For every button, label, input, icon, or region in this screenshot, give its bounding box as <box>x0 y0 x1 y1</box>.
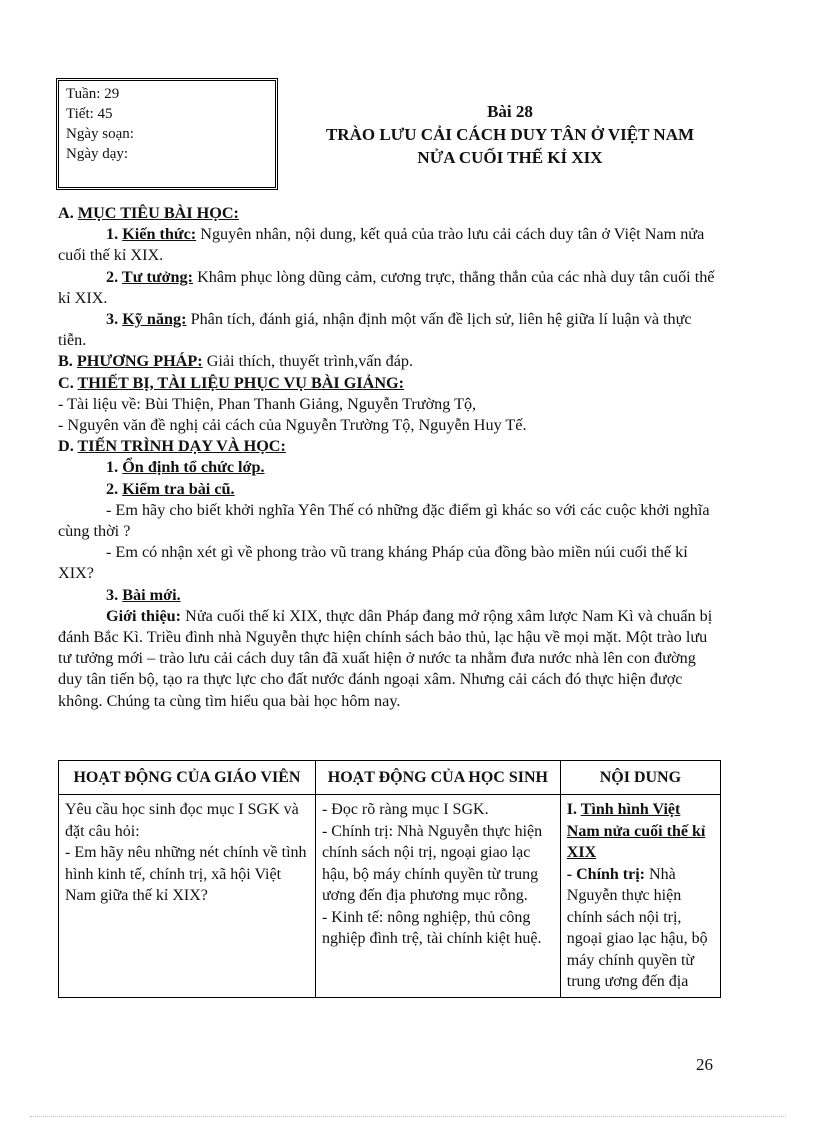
step-2-num: 2. <box>106 479 123 498</box>
content-heading-text: Tình hình Việt Nam nửa cuối thế kỉ XIX <box>566 801 706 861</box>
section-a-heading <box>58 203 720 224</box>
prep-date-label: Ngày soạn: <box>66 126 134 142</box>
review-question-2: - Em có nhận xét gì về phong trào vũ trang kháng Pháp của đồng bào miền núi cuối thế kỉ XIX? <box>58 543 688 583</box>
section-b-prefix: B. <box>58 352 77 371</box>
objective-thought <box>58 267 720 309</box>
objective-thought-num: 2. <box>106 267 122 286</box>
step-2-label: Kiểm tra bài cũ. <box>122 479 235 498</box>
lesson-title-block <box>290 100 730 169</box>
step-1-label: Ổn định tổ chức lớp. <box>122 458 265 477</box>
objective-knowledge-label: Kiến thức: <box>122 225 197 244</box>
week-label: Tuần: 29 <box>66 86 120 102</box>
introduction <box>58 606 720 712</box>
step-new-lesson <box>58 585 720 606</box>
section-c-item-2: - Nguyên văn đề nghị cải cách của Nguyễn Trường Tộ, Nguyễn Huy Tế. <box>58 416 527 435</box>
content-heading <box>567 799 714 864</box>
review-question-1: - Em hãy cho biết khởi nghĩa Yên Thế có những đặc điểm gì khác so với các cuộc khởi nghĩa cùng thời ? <box>58 500 710 541</box>
objective-skills-num: 3. <box>106 310 123 329</box>
table-row <box>59 795 721 998</box>
section-d-prefix: D. <box>58 437 78 456</box>
content-politics-text: Nhà Nguyễn thực hiện chính sách nội trị, ngoại giao lạc hậu, bộ máy chính quyền từ trung ương đến địa <box>566 865 708 990</box>
introduction-label: Giới thiệu: <box>106 606 182 625</box>
lesson-info-box <box>56 78 278 190</box>
section-c-item-1: - Tài liệu về: Bùi Thiện, Phan Thanh Giảng, Nguyễn Trường Tộ, <box>58 394 477 413</box>
objective-knowledge <box>58 224 720 266</box>
page-bottom-divider <box>30 1116 786 1117</box>
teach-date-label: Ngày dạy: <box>66 146 129 162</box>
header-content: NỘI DUNG <box>560 761 720 795</box>
section-a-prefix: A. <box>58 204 78 222</box>
title-line-2: NỬA CUỐI THẾ KỈ XIX <box>417 148 603 167</box>
section-d-title: TIẾN TRÌNH DẠY VÀ HỌC: <box>77 437 286 456</box>
document-body <box>58 203 720 712</box>
student-read: - Đọc rõ ràng mục I SGK. <box>321 801 489 818</box>
introduction-text: Nửa cuối thế kỉ XIX, thực dân Pháp đang mở rộng xâm lược Nam Kì và chuẩn bị đánh Bắc Kì. Triều đình nhà Nguyễn thực hiện chính sách bảo thủ, lạc hậu về mọi mặt. Một trào lưu tư tưởng mới – trào lưu cải cách duy tân đã xuất hiện ở nước ta nhằm đưa nước nhà lên con đường duy tân tiến bộ, tạo ra thực lực cho đất nước đánh ngoại xâm. Nhưng cải cách đó thực hiện được không. Chúng ta cùng tìm hiểu qua bài học hôm nay. <box>58 606 713 710</box>
teacher-activity-cell <box>59 795 316 998</box>
objective-knowledge-text: Nguyên nhân, nội dung, kết quả của trào lưu cải cách duy tân ở Việt Nam nửa cuối thế kỉ XIX. <box>58 225 705 265</box>
section-b <box>58 351 720 372</box>
section-d-heading <box>58 436 720 457</box>
section-c-title: THIẾT BỊ, TÀI LIỆU PHỤC VỤ BÀI GIẢNG: <box>77 373 405 392</box>
student-activity-cell <box>315 795 560 998</box>
header-teacher: HOẠT ĐỘNG CỦA GIÁO VIÊN <box>59 761 316 795</box>
content-politics-label: - Chính trị: <box>566 865 646 883</box>
period-label: Tiết: 45 <box>66 106 113 122</box>
lesson-number: Bài 28 <box>487 102 533 121</box>
section-a-title: MỤC TIÊU BÀI HỌC: <box>77 204 239 222</box>
teacher-question: - Em hãy nêu những nét chính về tình hình kinh tế, chính trị, xã hội Việt Nam giữa thế kỉ XIX? <box>65 844 307 904</box>
step-1-num: 1. <box>106 458 123 477</box>
objective-thought-label: Tư tưởng: <box>121 267 194 286</box>
content-cell <box>560 795 720 998</box>
page-number: 26 <box>696 1055 713 1074</box>
objective-knowledge-num: 1. <box>106 225 123 244</box>
section-b-text: Giải thích, thuyết trình,vấn đáp. <box>202 352 414 371</box>
content-heading-num: I. <box>566 801 581 818</box>
title-line-1: TRÀO LƯU CẢI CÁCH DUY TÂN Ở VIỆT NAM <box>325 125 695 144</box>
step-3-num: 3. <box>106 585 123 604</box>
teacher-instruction: Yêu cầu học sinh đọc mục I SGK và đặt câu hỏi: <box>65 801 299 840</box>
student-economy: - Kinh tế: nông nghiệp, thủ công nghiệp đình trệ, tài chính kiệt huệ. <box>321 908 542 947</box>
step-3-label: Bài mới. <box>122 585 181 604</box>
section-c-prefix: C. <box>58 373 78 392</box>
student-politics: - Chính trị: Nhà Nguyễn thực hiện chính sách nội trị, ngoại giao lạc hậu, bộ máy chính quyền từ trung ương đến địa phương mục rỗng. <box>321 822 543 904</box>
step-class-order <box>58 457 720 478</box>
activity-table <box>58 760 721 998</box>
section-b-title: PHƯƠNG PHÁP: <box>76 352 203 371</box>
table-header-row <box>59 761 721 795</box>
objective-skills-text: Phân tích, đánh giá, nhận định một vấn đề lịch sử, liên hệ giữa lí luận và thực tiễn. <box>58 310 692 350</box>
content-politics <box>567 864 714 993</box>
objective-thought-text: Khâm phục lòng dũng cảm, cương trực, thẳng thắn của các nhà duy tân cuối thế kỉ XIX. <box>58 267 715 307</box>
header-student: HOẠT ĐỘNG CỦA HỌC SINH <box>315 761 560 795</box>
objective-skills <box>58 309 720 351</box>
objective-skills-label: Kỹ năng: <box>122 310 187 329</box>
section-c-heading <box>58 373 720 394</box>
step-review <box>58 479 720 500</box>
